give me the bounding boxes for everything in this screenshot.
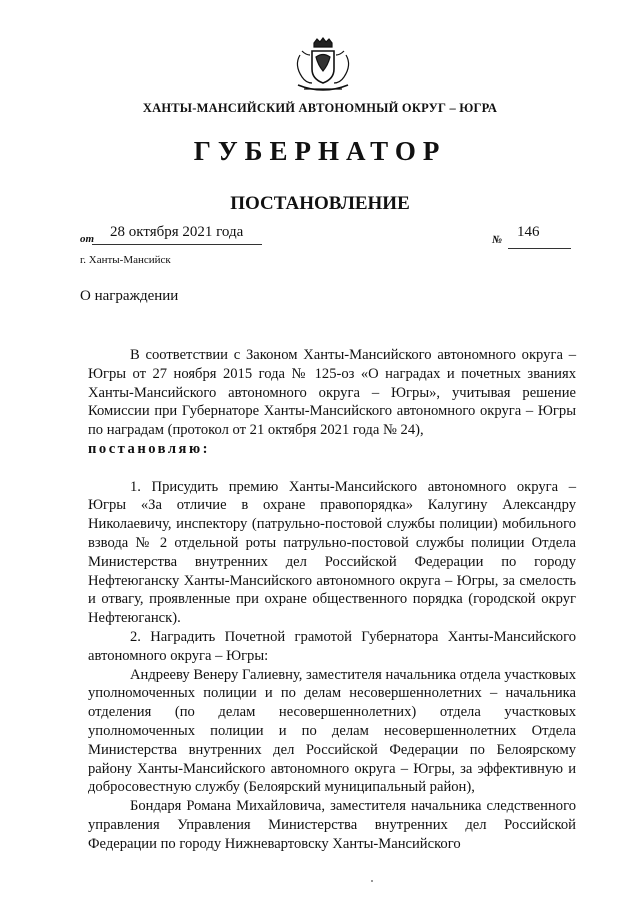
coat-of-arms-icon [292,37,354,95]
document-type: ПОСТАНОВЛЕНИЕ [230,193,410,214]
number-underline [508,248,571,249]
decree-word: постановляю: [88,440,210,457]
number-label: № [492,234,503,246]
scan-speck [371,880,373,882]
document-title: ГУБЕРНАТОР [193,136,447,166]
document-date: 28 октября 2021 года [110,224,244,240]
subject: О награждении [80,288,179,304]
awardee-andreeva: Андреeву Венеру Галиевну, заместителя начальника отдела участковых уполномоченных полиции и по делам несовершеннолетних – начальника отделения (по делам несовершеннолетних) отдела участковых уполномоченных полиции и по делам несовершеннолетних Отдела Министерства внутренних дел Российской Федерации по Белоярскому району Ханты-Мансийского автономного округа – Югры, за эффективную и добросовестную службу (Белоярский муниципальный район), [88,666,576,796]
preamble: В соответствии с Законом Ханты-Мансийского автономного округа – Югры от 27 ноября 2015 года № 125-оз «О наградах и почетных званиях Ханты-Мансийского автономного округа – Югры», учитывая решение Комиссии при Губернаторе Ханты-Мансийского автономного округа – Югры по наградам (протокол от 21 октября 2021 года № 24), [88,347,576,439]
item-2: 2. Наградить Почетной грамотой Губернатора Ханты-Мансийского автономного округа – Югры: [88,628,576,664]
date-underline [92,244,262,245]
city: г. Ханты-Мансийск [80,254,171,266]
document-number: 146 [517,224,540,240]
awardee-bondar: Бондаря Романа Михайловича, заместителя начальника следственного управления Управления Министерства внутренних дел Российской Федерации по городу Нижневартовску Ханты-Мансийского [88,798,576,852]
date-label: от [80,233,95,245]
document-body [88,346,576,854]
item-1: 1. Присудить премию Ханты-Мансийского автономного округа – Югры «За отличие в охране правопорядка» Калугину Александру Николаевичу, инспектору (патрульно-постовой службы полиции) мобильного взвода № 2 отдельной роты патрульно-постовой службы полиции Отдела Министерства внутренних дел Российской Федерации по городу Нефтеюганску Ханты-Мансийского автономного округа – Югры, за смелость и отвагу, проявленные при охране общественного порядка (городской округ Нефтеюганск). [88,478,576,627]
region-name: ХАНТЫ-МАНСИЙСКИЙ АВТОНОМНЫЙ ОКРУГ – ЮГРА [142,101,498,115]
